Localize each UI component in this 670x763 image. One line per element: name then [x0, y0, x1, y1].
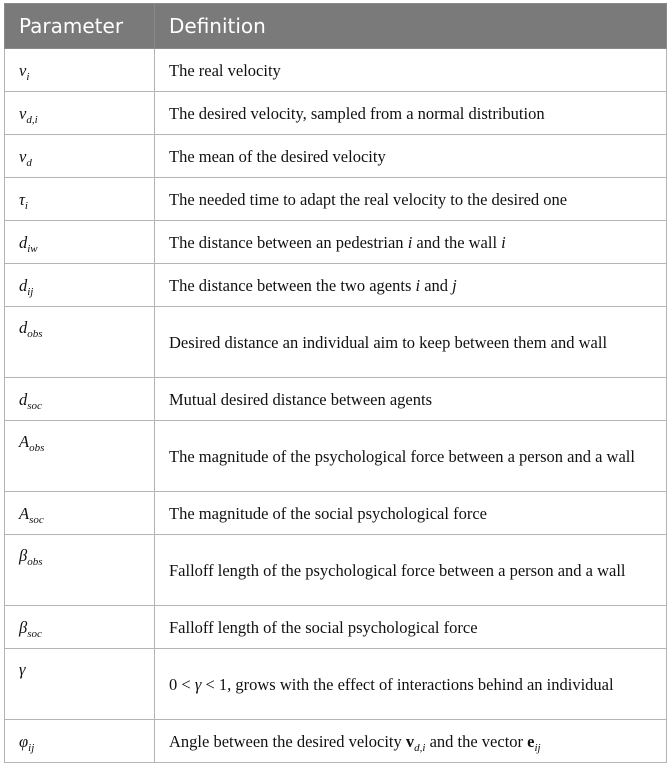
definition-cell: Angle between the desired velocity $v_{d,i}$ and the vector $e_{ij}$: [155, 720, 667, 763]
parameter-table: [4, 3, 666, 763]
table-row: [5, 178, 667, 221]
definition-cell: The magnitude of the social psychological force: [155, 492, 667, 535]
table-row: [5, 421, 667, 492]
table-row: [5, 378, 667, 421]
definition-cell: The mean of the desired velocity: [155, 135, 667, 178]
table-row: [5, 492, 667, 535]
table-row: [5, 535, 667, 606]
definition-cell: Falloff length of the psychological force between a person and a wall: [155, 535, 667, 606]
param-cell: $\varphi_{ij}$: [5, 720, 155, 763]
table-row: [5, 649, 667, 720]
param-cell: $v_{d,i}$: [5, 92, 155, 135]
param-cell: $A_{soc}$: [5, 492, 155, 535]
param-cell: $d_{iw}$: [5, 221, 155, 264]
param-cell: $d_{obs}$: [5, 307, 155, 378]
header-definition: Definition: [155, 4, 667, 49]
param-cell: $v_i$: [5, 49, 155, 92]
table-row: [5, 307, 667, 378]
table: [4, 3, 667, 763]
table-row: [5, 221, 667, 264]
header-row: [5, 4, 667, 49]
table-row: [5, 49, 667, 92]
table-row: [5, 92, 667, 135]
definition-cell: The needed time to adapt the real velocity to the desired one: [155, 178, 667, 221]
definition-cell: The distance between the two agents i and j: [155, 264, 667, 307]
header-parameter: Parameter: [5, 4, 155, 49]
definition-cell: The magnitude of the psychological force between a person and a wall: [155, 421, 667, 492]
param-cell: $v_d$: [5, 135, 155, 178]
definition-cell: Falloff length of the social psychological force: [155, 606, 667, 649]
definition-cell: Mutual desired distance between agents: [155, 378, 667, 421]
param-cell: $\beta_{obs}$: [5, 535, 155, 606]
param-cell: $A_{obs}$: [5, 421, 155, 492]
definition-cell: The distance between an pedestrian i and the wall i: [155, 221, 667, 264]
param-cell: $d_{ij}$: [5, 264, 155, 307]
param-cell: $\tau_i$: [5, 178, 155, 221]
table-row: [5, 606, 667, 649]
definition-cell: The desired velocity, sampled from a normal distribution: [155, 92, 667, 135]
table-row: [5, 720, 667, 763]
param-cell: γ: [5, 649, 155, 720]
definition-cell: 0 < γ < 1, grows with the effect of interactions behind an individual: [155, 649, 667, 720]
definition-cell: Desired distance an individual aim to keep between them and wall: [155, 307, 667, 378]
definition-cell: The real velocity: [155, 49, 667, 92]
param-cell: $\beta_{soc}$: [5, 606, 155, 649]
table-row: [5, 264, 667, 307]
param-cell: $d_{soc}$: [5, 378, 155, 421]
table-row: [5, 135, 667, 178]
